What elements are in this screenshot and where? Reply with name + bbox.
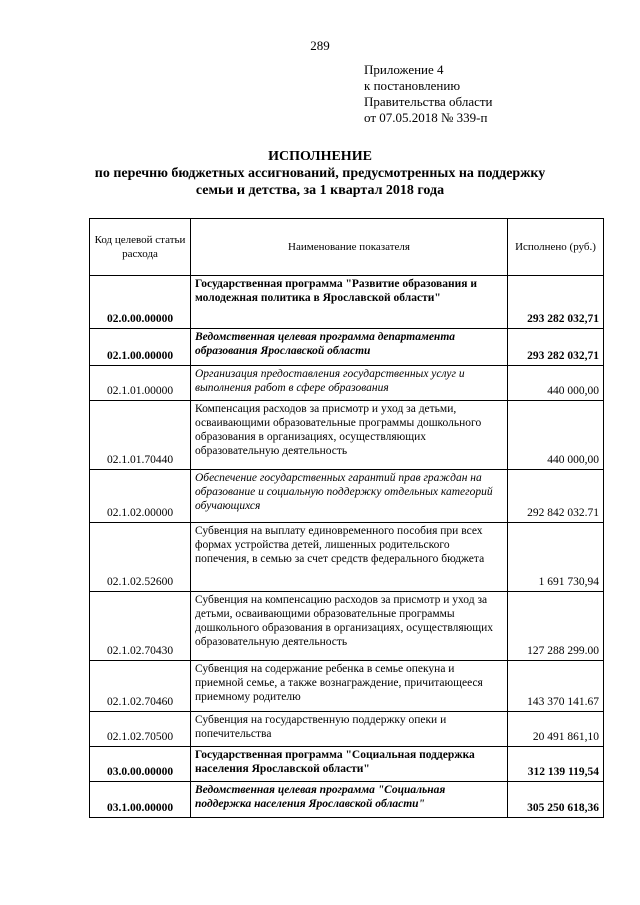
header-name: Наименование показателя: [191, 219, 508, 276]
table-row: [90, 470, 604, 523]
cell-code: 02.1.02.70500: [90, 712, 191, 747]
title-line: ИСПОЛНЕНИЕ: [268, 149, 372, 164]
cell-amount: 440 000,00: [508, 401, 604, 470]
cell-amount: 312 139 119,54: [508, 747, 604, 782]
cell-code: 03.1.00.00000: [90, 782, 191, 818]
table-row: [90, 523, 604, 592]
budget-table: [89, 218, 604, 818]
annex-line: Правительства области: [364, 94, 493, 109]
cell-name: Субвенция на содержание ребенка в семье опекуна и приемной семье, а также вознаграждение, причитающееся приемному родителю: [191, 661, 508, 712]
cell-name: Компенсация расходов за присмотр и уход за детьми, осваивающими образовательные программы дошкольного образования в организациях, осуществляющих образовательную деятельность: [191, 401, 508, 470]
annex-line: к постановлению: [364, 78, 461, 93]
cell-code: 02.1.01.70440: [90, 401, 191, 470]
cell-code: 02.1.02.70430: [90, 592, 191, 661]
cell-code: 02.0.00.00000: [90, 276, 191, 329]
cell-amount: 305 250 618,36: [508, 782, 604, 818]
page-number: 289: [310, 38, 330, 53]
cell-name: Субвенция на выплату единовременного пособия при всех формах устройства детей, лишенных родительского попечения, в семью за счет средств федерального бюджета: [191, 523, 508, 592]
document-title: [0, 148, 640, 199]
header-code: Код целевой статьи расхода: [90, 219, 191, 276]
cell-name: Организация предоставления государственных услуг и выполнения работ в сфере образования: [191, 366, 508, 401]
cell-code: 02.1.02.00000: [90, 470, 191, 523]
table-row: [90, 329, 604, 366]
cell-amount: 292 842 032.71: [508, 470, 604, 523]
annex-line: Приложение 4: [364, 62, 444, 77]
table-row: [90, 747, 604, 782]
table-row: [90, 401, 604, 470]
table-row: [90, 782, 604, 818]
table-row: [90, 712, 604, 747]
cell-name: Обеспечение государственных гарантий прав граждан на образование и социальную поддержку отдельных категорий обучающихся: [191, 470, 508, 523]
cell-name: Субвенция на государственную поддержку опеки и попечительства: [191, 712, 508, 747]
cell-code: 02.1.02.70460: [90, 661, 191, 712]
table-row: [90, 366, 604, 401]
cell-amount: 127 288 299.00: [508, 592, 604, 661]
cell-code: 02.1.00.00000: [90, 329, 191, 366]
cell-name: Государственная программа "Социальная поддержка населения Ярославской области": [191, 747, 508, 782]
cell-amount: 293 282 032,71: [508, 276, 604, 329]
cell-amount: 293 282 032,71: [508, 329, 604, 366]
table-row: [90, 276, 604, 329]
cell-code: 02.1.02.52600: [90, 523, 191, 592]
header-amount: Исполнено (руб.): [508, 219, 604, 276]
cell-amount: 440 000,00: [508, 366, 604, 401]
annex-block: [364, 62, 493, 126]
table-row: [90, 661, 604, 712]
title-line: по перечню бюджетных ассигнований, предусмотренных на поддержку: [94, 166, 546, 181]
annex-line: от 07.05.2018 № 339-п: [364, 110, 488, 125]
table-header-row: [90, 219, 604, 276]
cell-code: 02.1.01.00000: [90, 366, 191, 401]
cell-amount: 1 691 730,94: [508, 523, 604, 592]
cell-name: Ведомственная целевая программа департамента образования Ярославской области: [191, 329, 508, 366]
cell-name: Ведомственная целевая программа "Социальная поддержка населения Ярославской области": [191, 782, 508, 818]
cell-name: Государственная программа "Развитие образования и молодежная политика в Ярославской области": [191, 276, 508, 329]
cell-amount: 20 491 861,10: [508, 712, 604, 747]
cell-name: Субвенция на компенсацию расходов за присмотр и уход за детьми, осваивающими образовательные программы дошкольного образования в организациях, осуществляющих образовательную деятельность: [191, 592, 508, 661]
cell-code: 03.0.00.00000: [90, 747, 191, 782]
cell-amount: 143 370 141.67: [508, 661, 604, 712]
table-row: [90, 592, 604, 661]
title-line: семьи и детства, за 1 квартал 2018 года: [195, 183, 445, 198]
